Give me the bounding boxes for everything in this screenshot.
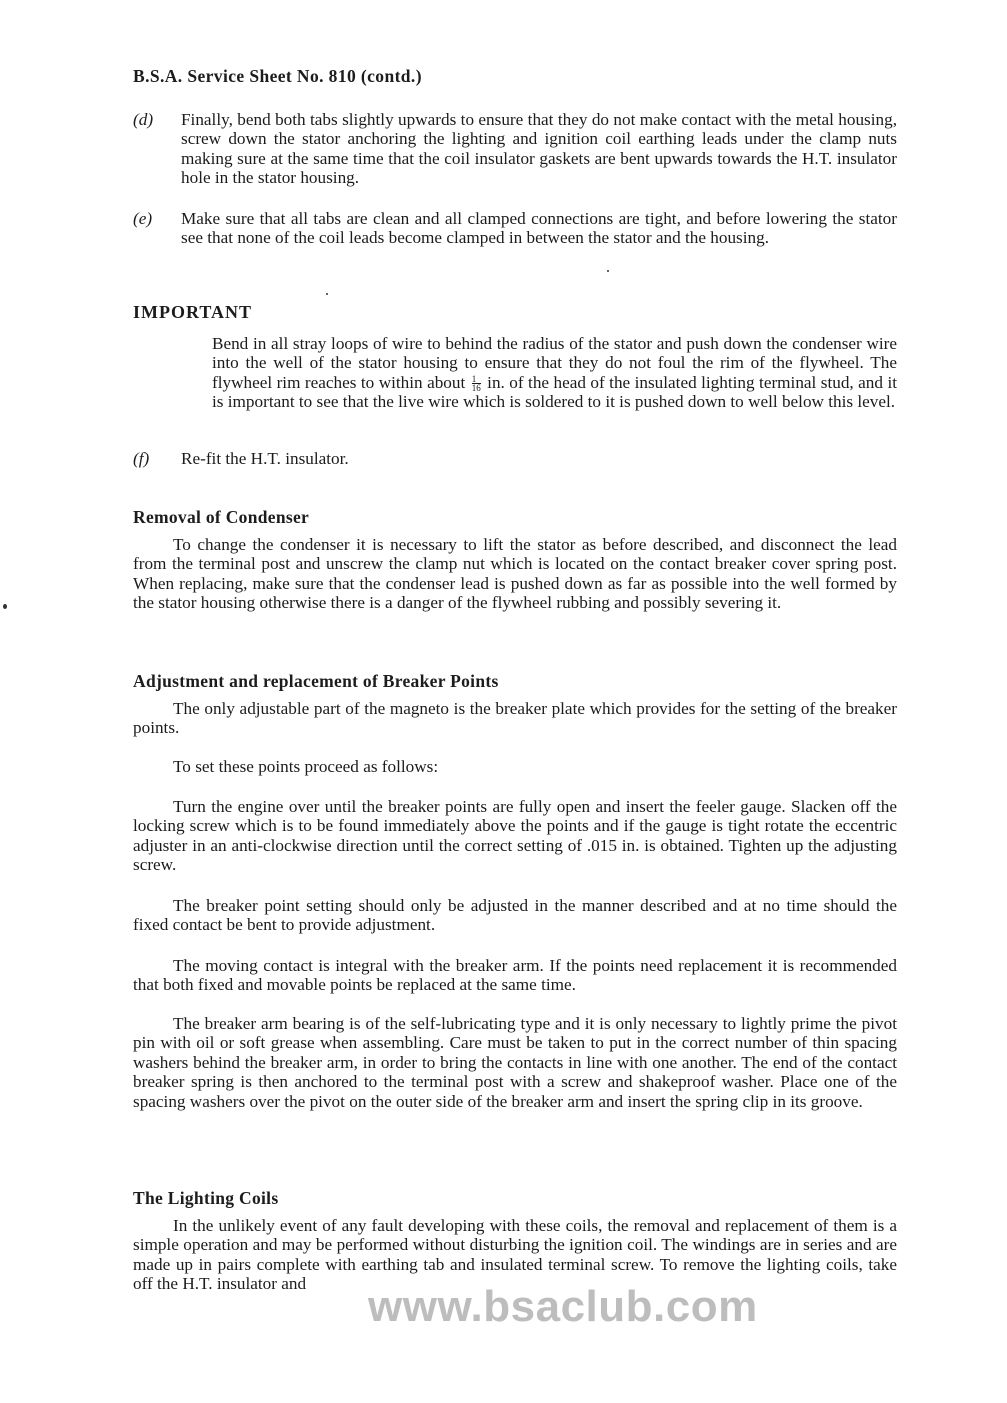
fraction-sixteenth — [472, 375, 481, 392]
step-d-marker: (d) — [133, 110, 154, 129]
step-f-text: Re-fit the H.T. insulator. — [181, 449, 349, 468]
website-watermark: www.bsaclub.com — [368, 1282, 758, 1331]
page-header: B.S.A. Service Sheet No. 810 (contd.) — [133, 66, 422, 86]
condenser-heading: Removal of Condenser — [133, 507, 310, 527]
breaker-paragraph-6: The breaker arm bearing is of the self-lubricating type and it is only necessary to lightly prime the pivot pin with oil or soft grease when assembling. Care must be taken to put in the correct number of thin spacing washers behind the breaker arm, in order to bring the contacts in line with one another. The end of the contact breaker spring is then anchored to the terminal post with a screw and shakeproof washer. Place one of the spacing washers over the pivot on the outer side of the breaker arm and insert the spring clip in its groove. — [133, 1014, 897, 1111]
breaker-paragraph-3: Turn the engine over until the breaker points are fully open and insert the feeler gauge. Slacken off the locking screw which is to be found immediately above the points and if the gauge is tight rotate the eccentric adjuster in an anti-clockwise direction until the correct setting of .015 in. is obtained. Tighten up the adjusting screw. — [133, 797, 897, 875]
fraction-denominator: 16 — [471, 383, 481, 394]
step-e-marker: (e) — [133, 209, 153, 228]
breaker-paragraph-4: The breaker point setting should only be adjusted in the manner described and at no time should the fixed contact be bent to provide adjustment. — [133, 896, 897, 935]
important-text-a: Bend in all stray loops of wire to behind the radius of the stator and push down the condenser wire into the well of the stator housing to ensure that they do not foul the rim of the flywheel. The flywheel rim reaches to within about — [212, 334, 897, 392]
lighting-coils-text: In the unlikely event of any fault developing with these coils, the removal and replacement of them is a simple operation and may be performed without disturbing the ignition coil. The windings are in series and are made up in pairs complete with earthing tab and insulated terminal screw. To remove the lighting coils, take off the H.T. insulator and — [133, 1216, 897, 1294]
step-e-text: Make sure that all tabs are clean and all clamped connections are tight, and before lowering the stator see that none of the coil leads become clamped in between the stator and the housing. — [181, 209, 897, 248]
step-f-marker: (f) — [133, 449, 150, 468]
breaker-paragraph-1: The only adjustable part of the magneto is the breaker plate which provides for the setting of the breaker points. — [133, 699, 897, 738]
important-text-b: in. of the head of the insulated lighting terminal stud, and it is important to see that the live wire which is soldered to it is pushed down to well below this level. — [212, 372, 898, 412]
breaker-paragraph-2: To set these points proceed as follows: — [173, 757, 439, 776]
scan-speck — [607, 270, 609, 272]
important-heading: IMPORTANT — [133, 302, 253, 322]
important-note — [212, 334, 897, 412]
scan-speck — [326, 293, 328, 295]
breaker-heading: Adjustment and replacement of Breaker Points — [133, 671, 499, 691]
step-d-text: Finally, bend both tabs slightly upwards to ensure that they do not make contact with the metal housing, screw down the stator anchoring the lighting and ignition coil earthing leads under the clamp nuts making sure at the same time that the coil insulator gaskets are bent upwards towards the H.T. insulator hole in the stator housing. — [181, 110, 897, 188]
scan-speck — [3, 604, 7, 609]
breaker-paragraph-5: The moving contact is integral with the breaker arm. If the points need replacement it is recommended that both fixed and movable points be replaced at the same time. — [133, 956, 897, 995]
fraction-numerator: 1 — [472, 375, 481, 384]
condenser-text: To change the condenser it is necessary to lift the stator as before described, and disconnect the lead from the terminal post and unscrew the clamp nut which is located on the contact breaker cover spring post. When replacing, make sure that the condenser lead is pushed down as far as possible into the well formed by the stator housing otherwise there is a danger of the flywheel rubbing and possibly severing it. — [133, 535, 897, 613]
lighting-coils-heading: The Lighting Coils — [133, 1188, 279, 1208]
